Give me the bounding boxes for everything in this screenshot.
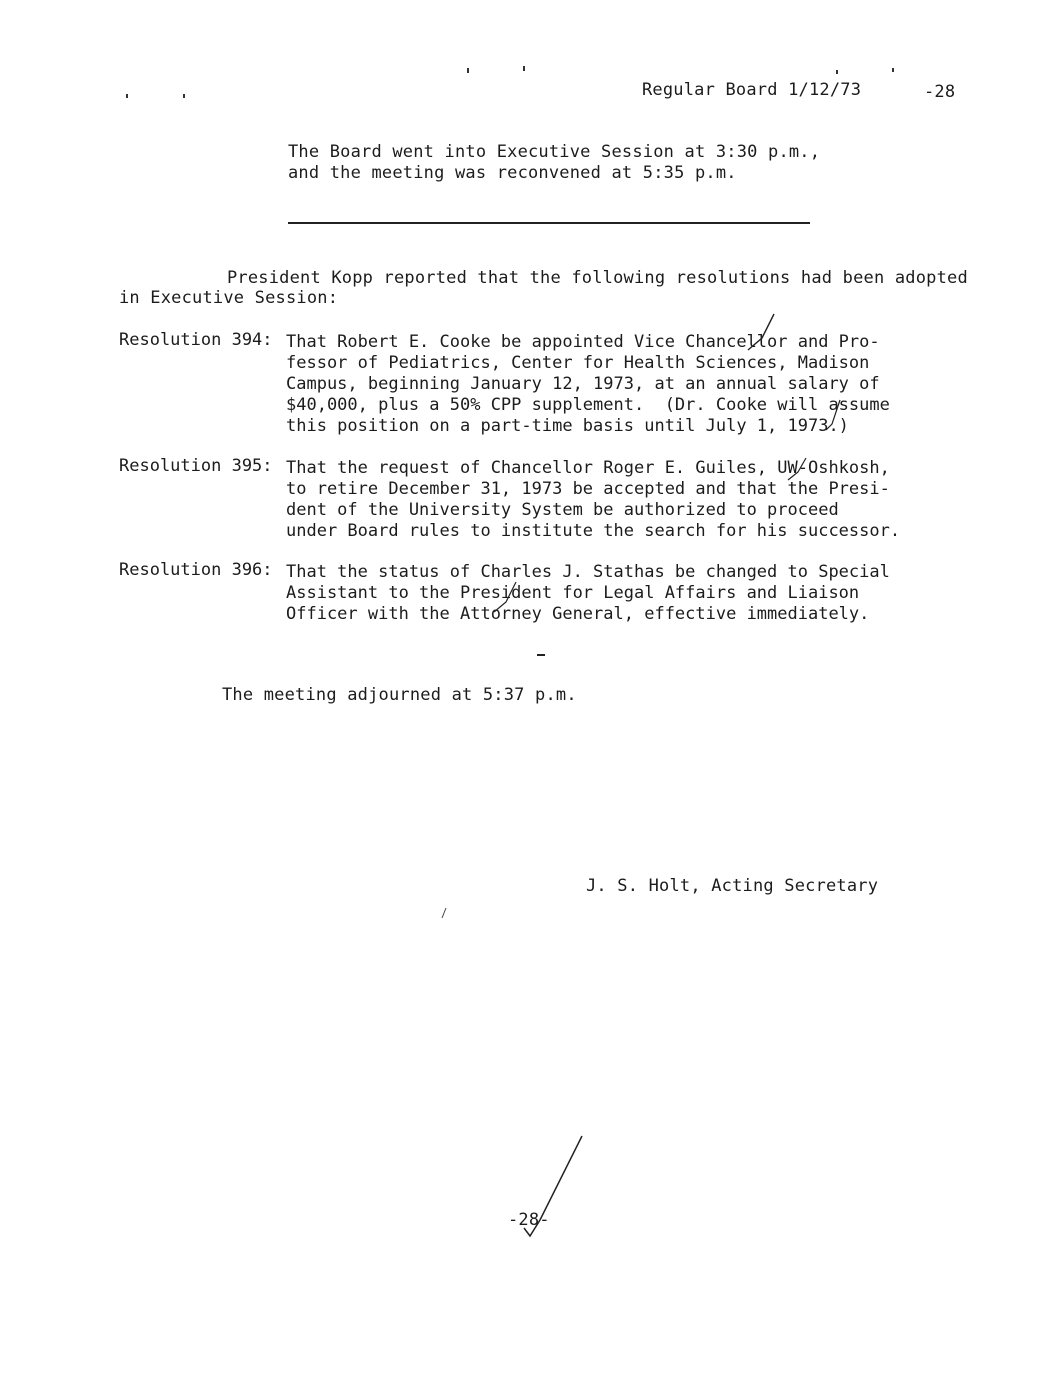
resolution-line: to retire December 31, 1973 be accepted and that the Presi- [286, 479, 890, 499]
resolution-395-label: Resolution 395: [119, 456, 273, 476]
meeting-label: Regular Board 1/12/73 [642, 80, 862, 100]
executive-session-line-1: The Board went into Executive Session at 3:30 p.m., [288, 142, 821, 162]
signature-text: J. S. Holt, Acting Secretary [586, 876, 879, 896]
check-mark-icon [788, 458, 806, 480]
check-mark-icon [494, 582, 516, 612]
pen-stroke-icon [442, 908, 446, 918]
footer-page-number: -28- [508, 1210, 550, 1230]
resolution-line: under Board rules to institute the search for his successor. [286, 521, 901, 541]
resolution-line: fessor of Pediatrics, Center for Health Sciences, Madison [286, 353, 870, 373]
page-number: -28 [924, 82, 956, 102]
adjournment-text: The meeting adjourned at 5:37 p.m. [222, 685, 577, 705]
executive-session-line-2: and the meeting was reconvened at 5:35 p.m. [288, 163, 737, 183]
intro-line-1: President Kopp reported that the following resolutions had been adopted [227, 268, 968, 288]
check-mark-icon [748, 314, 774, 350]
resolution-line: That Robert E. Cooke be appointed Vice Chancellor and Pro- [286, 332, 880, 352]
check-mark-icon [524, 1136, 582, 1236]
resolution-line: Officer with the Attorney General, effective immediately. [286, 604, 870, 624]
resolution-line: this position on a part-time basis until July 1, 1973.) [286, 416, 849, 436]
resolution-line: That the request of Chancellor Roger E. Guiles, UW-Oshkosh, [286, 458, 890, 478]
resolution-396-label: Resolution 396: [119, 560, 273, 580]
intro-line-2: in Executive Session: [119, 288, 339, 308]
resolution-394-label: Resolution 394: [119, 330, 273, 350]
resolution-line: That the status of Charles J. Stathas be changed to Special [286, 562, 890, 582]
resolution-line: Assistant to the President for Legal Affairs and Liaison [286, 583, 860, 603]
check-mark-icon [826, 400, 840, 430]
resolution-line: Campus, beginning January 12, 1973, at an annual salary of [286, 374, 880, 394]
resolution-line: $40,000, plus a 50% CPP supplement. (Dr. Cooke will assume [286, 395, 890, 415]
resolution-line: dent of the University System be authorized to proceed [286, 500, 839, 520]
